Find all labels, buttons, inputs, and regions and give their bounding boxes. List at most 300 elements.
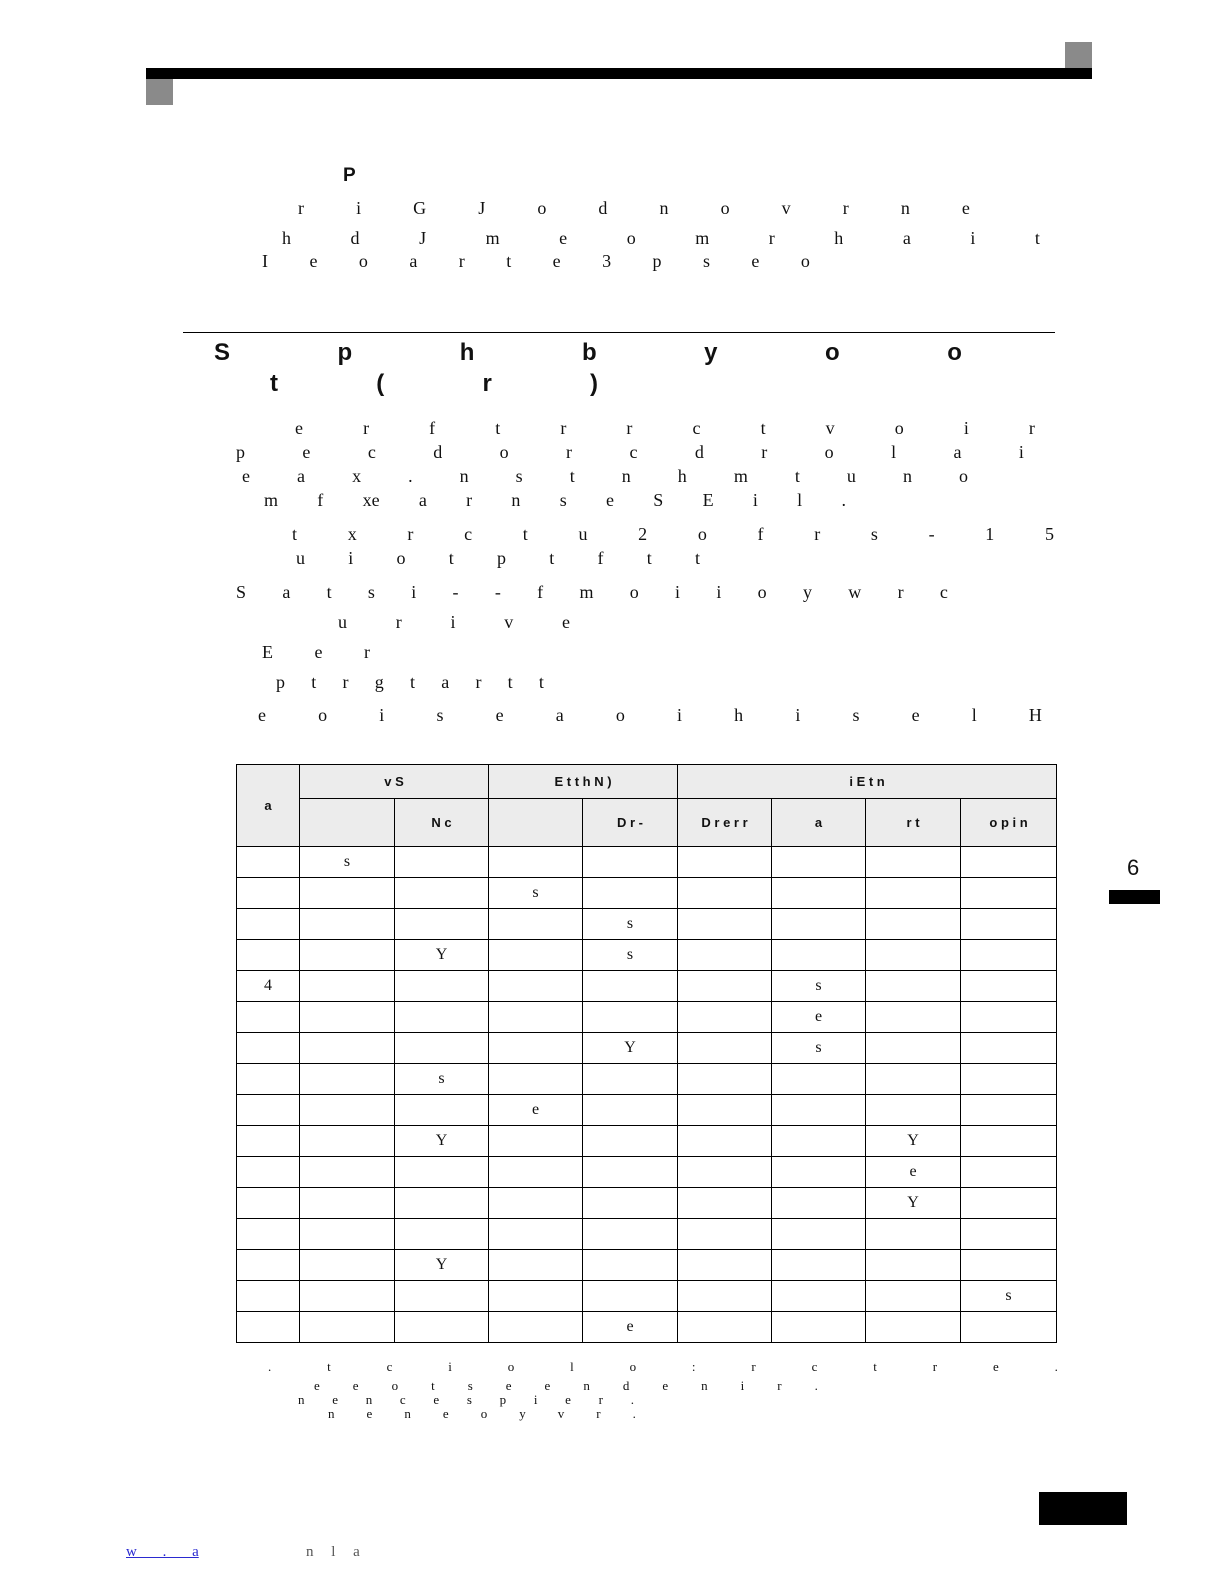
table-cell [961,1312,1057,1343]
section-rule [183,332,1055,333]
table-cell: s [583,909,678,940]
body-text: i [450,612,456,632]
body-text: xe [362,490,380,510]
table-cell [300,1312,395,1343]
body-text: e [302,442,311,462]
table-cell [583,971,678,1002]
heading-text: y [704,339,718,366]
intro-text: i [970,228,976,248]
note-text: p [499,1392,507,1407]
intro-text: 3 [602,251,612,271]
body-text: s [436,705,444,725]
table-cell [237,1188,300,1219]
table-cell [237,1002,300,1033]
body-text: y [802,582,812,602]
body-text: f [317,490,324,510]
note-text: o [480,1406,488,1421]
table-row [237,1312,1057,1343]
table-subheader: a [772,799,866,847]
table-cell [300,878,395,909]
table-row [237,909,1057,940]
note-text: i [448,1359,452,1374]
heading-text: h [459,339,475,366]
table-row [237,1064,1057,1095]
table-cell [489,1250,583,1281]
section-label: P [343,165,356,186]
footer-link[interactable]: w . a [126,1544,199,1560]
table-cell [489,1064,583,1095]
note-text: t [873,1359,877,1374]
intro-text: n [659,198,669,218]
table-cell [237,878,300,909]
intro-text: h [834,228,844,248]
table-cell [395,1312,489,1343]
table-cell [489,940,583,971]
chapter-tab-bar [1109,890,1160,904]
table-cell [678,878,772,909]
table-cell: s [489,878,583,909]
heading-text: o [947,339,962,366]
body-text: . [408,466,413,486]
body-text: n [902,466,912,486]
intro-text: o [626,228,636,248]
body-text: m [733,466,748,486]
section-heading-line-2 [270,372,598,396]
table-cell [866,847,961,878]
table-row [237,1250,1057,1281]
table-cell [300,1002,395,1033]
table-cell: e [772,1002,866,1033]
table-cell [772,940,866,971]
table-cell [678,1126,772,1157]
table-row [237,878,1057,909]
body-text: d [694,442,704,462]
note-text: i [533,1392,538,1407]
intro-text: m [485,228,500,248]
table-cell [300,1126,395,1157]
table-header-group-2: E t t h N ) [489,765,678,799]
table-cell [772,878,866,909]
note-text: t [327,1359,331,1374]
body-text: t [694,548,700,568]
table-cell [772,1157,866,1188]
body-line-5 [292,525,1054,543]
table-cell [866,1219,961,1250]
table-cell [678,940,772,971]
body-text: S [653,490,664,510]
note-text: e [565,1392,571,1407]
table-cell: 4 [237,971,300,1002]
body-text: p [496,548,506,568]
table-cell [300,1188,395,1219]
body-text: u [578,524,588,544]
body-text: e [561,612,570,632]
table-cell [583,1095,678,1126]
table-cell [961,1157,1057,1188]
note-text: e [662,1378,669,1393]
note-text: . [814,1378,818,1393]
note-text: . [1054,1359,1058,1374]
table-cell [583,1157,678,1188]
table-cell [489,1002,583,1033]
intro-text: t [1034,228,1040,248]
note-text: e [433,1392,440,1407]
data-table [236,764,1057,1343]
table-cell [772,1095,866,1126]
table-cell [489,1188,583,1219]
table-row [237,971,1057,1002]
intro-text: e [552,251,561,271]
body-text: a [555,705,564,725]
body-text: i [1018,442,1024,462]
table-cell [961,1002,1057,1033]
body-text: i [379,705,385,725]
table-note-2 [314,1379,818,1392]
body-text: a [953,442,962,462]
body-text: e [295,418,303,438]
table-cell: Y [866,1126,961,1157]
intro-text: d [598,198,608,218]
chapter-number: 6 [1127,855,1140,880]
body-text: o [697,524,707,544]
intro-text: n [900,198,910,218]
table-cell [395,1157,489,1188]
table-cell [961,1064,1057,1095]
note-text: e [992,1359,999,1374]
table-cell [866,1281,961,1312]
body-text: s [559,490,567,510]
table-cell [237,1033,300,1064]
note-text: c [399,1392,406,1407]
body-text: H [1028,705,1042,725]
table-cell [772,1126,866,1157]
body-text: s [852,705,860,725]
table-subheader: D r e r r [678,799,772,847]
body-text: r [363,418,370,438]
heading-text: b [581,339,597,366]
header-rule [146,68,1092,79]
body-text: n [511,490,521,510]
table-cell [237,1126,300,1157]
body-text: r [761,442,768,462]
table-cell: e [866,1157,961,1188]
intro-text: r [768,228,775,248]
table-cell [961,878,1057,909]
table-cell [772,1188,866,1219]
table-cell [866,1064,961,1095]
table-cell [237,847,300,878]
body-text: g [374,672,384,692]
intro-text: o [537,198,547,218]
body-text: e [314,642,323,662]
table-cell [489,971,583,1002]
table-cell: s [583,940,678,971]
body-text: l [891,442,897,462]
table-cell [300,1157,395,1188]
body-text: . [841,490,846,510]
table-cell: e [583,1312,678,1343]
note-text: . [268,1359,272,1374]
table-cell [300,1219,395,1250]
table-note-3 [298,1393,634,1406]
body-text: t [326,582,332,602]
intro-text: e [559,228,568,248]
intro-text: m [695,228,710,248]
body-text: S [236,582,247,602]
intro-text: o [358,251,368,271]
body-text: p [236,442,245,462]
page-number-box [1039,1492,1127,1525]
table-cell [678,1219,772,1250]
table-header-first: a [237,765,300,847]
body-text: t [448,548,454,568]
intro-text: o [720,198,730,218]
table-cell [866,971,961,1002]
table-cell [678,1188,772,1219]
table-cell [866,1002,961,1033]
table-cell [678,1312,772,1343]
table-cell [395,1002,489,1033]
body-text: d [433,442,443,462]
body-text: t [507,672,513,692]
table-cell [772,909,866,940]
note-text: e [332,1392,338,1407]
table-cell [583,1281,678,1312]
table-cell [395,1219,489,1250]
table-cell [489,909,583,940]
table-cell: s [395,1064,489,1095]
body-line-11 [258,706,1042,724]
intro-text: o [800,251,810,271]
body-text: r [364,642,370,662]
table-cell [237,1219,300,1250]
table-row [237,1281,1057,1312]
body-text: a [297,466,306,486]
body-text: t [569,466,575,486]
note-text: e [442,1406,449,1421]
body-text: c [629,442,638,462]
table-cell [237,1312,300,1343]
intro-text: p [652,251,662,271]
table-cell [961,1250,1057,1281]
table-cell: s [300,847,395,878]
table-cell [300,1281,395,1312]
note-text: n [365,1392,373,1407]
table-cell [300,1033,395,1064]
body-text: x [352,466,362,486]
note-text: l [570,1359,574,1374]
table-cell [395,1188,489,1219]
body-text: r [814,524,821,544]
note-text: y [519,1406,526,1421]
body-text: t [760,418,766,438]
table-cell [300,1064,395,1095]
body-text: r [626,418,633,438]
body-text: o [499,442,509,462]
table-subheader: N c [395,799,489,847]
table-cell [583,1188,678,1219]
table-row [237,1095,1057,1126]
body-text: t [409,672,415,692]
note-text: . [630,1392,634,1407]
table-cell [678,1095,772,1126]
body-text: r [1028,418,1035,438]
body-text: c [939,582,948,602]
table-cell [678,1281,772,1312]
body-text: s [515,466,523,486]
body-text: c [464,524,473,544]
body-text: 2 [638,524,648,544]
body-text: r [897,582,904,602]
table-cell [961,847,1057,878]
table-cell [583,1064,678,1095]
table-cell: e [489,1095,583,1126]
table-cell [489,1219,583,1250]
table-row [237,1126,1057,1157]
table-cell [583,847,678,878]
heading-text: o [825,339,840,366]
table-cell [678,1002,772,1033]
body-line-3 [242,467,968,485]
body-text: - [452,582,459,602]
heading-text: ) [590,370,598,397]
table-cell [395,909,489,940]
body-text: h [734,705,744,725]
table-cell [395,1033,489,1064]
table-cell [866,1095,961,1126]
body-text: u [338,612,347,632]
footer-text: n l a [306,1544,360,1560]
table-subheader: r t [866,799,961,847]
intro-text: e [751,251,760,271]
body-line-6 [296,549,700,567]
table-cell [772,1281,866,1312]
body-text: o [894,418,904,438]
table-cell [961,971,1057,1002]
intro-text: J [419,228,427,248]
intro-text: J [478,198,486,218]
body-text: c [692,418,701,438]
intro-text: e [961,198,970,218]
table-row [237,1188,1057,1219]
table-cell [772,1312,866,1343]
body-text: o [824,442,834,462]
body-line-7 [236,583,948,601]
note-text: o [507,1359,515,1374]
note-text: . [632,1406,636,1421]
intro-text: r [842,198,849,218]
intro-text: r [298,198,304,218]
table-cell [772,1250,866,1281]
table-cell [489,847,583,878]
table-note-4 [328,1407,636,1420]
note-text: r [932,1359,938,1374]
table-cell [772,1064,866,1095]
note-text: n [298,1392,305,1407]
body-text: f [597,548,604,568]
note-text: d [622,1378,630,1393]
body-text: t [538,672,544,692]
body-text: t [646,548,652,568]
table-cell: s [772,1033,866,1064]
table-cell [237,909,300,940]
body-text: v [825,418,835,438]
table-cell [772,1219,866,1250]
intro-line-1 [298,199,970,217]
note-text: i [740,1378,745,1393]
note-text: s [467,1378,473,1393]
body-text: s [367,582,375,602]
body-text: e [258,705,266,725]
body-text: a [441,672,450,692]
body-text: o [615,705,625,725]
body-text: f [757,524,764,544]
body-text: a [282,582,291,602]
table-cell [678,909,772,940]
body-text: o [318,705,328,725]
table-cell [866,909,961,940]
table-header-group-1: v S [300,765,489,799]
table-cell [489,1312,583,1343]
table-cell [489,1126,583,1157]
table-row [237,1219,1057,1250]
heading-text: p [337,339,353,366]
body-text: u [846,466,856,486]
body-text: o [396,548,406,568]
table-cell [866,878,961,909]
body-text: 5 [1044,524,1054,544]
body-text: o [629,582,639,602]
body-line-9 [262,643,370,661]
body-text: i [716,582,722,602]
table-cell [866,1033,961,1064]
body-text: o [757,582,767,602]
table-header-group-3: i E t n [678,765,1057,799]
table-cell [961,1219,1057,1250]
intro-line-3 [262,252,810,270]
table-cell [961,909,1057,940]
table-cell [395,878,489,909]
note-text: r [751,1359,756,1374]
note-text: v [557,1406,565,1421]
header-square-right [1065,42,1092,68]
body-text: l [797,490,803,510]
table-cell [866,940,961,971]
body-text: t [495,418,501,438]
note-text: n [328,1406,335,1421]
table-cell [237,1064,300,1095]
table-cell [583,1219,678,1250]
table-cell [961,1126,1057,1157]
note-text: o [391,1378,399,1393]
intro-text: e [309,251,318,271]
table-cell [395,1281,489,1312]
body-text: r [566,442,573,462]
table-cell [866,1250,961,1281]
table-cell [489,1157,583,1188]
body-text: m [264,490,279,510]
intro-text: d [350,228,360,248]
section-heading-line-1 [214,341,962,365]
heading-text: S [214,339,231,366]
table-subheader: o p i n [961,799,1057,847]
table-cell [395,1095,489,1126]
intro-text: i [356,198,362,218]
table-cell [678,1250,772,1281]
table-cell [678,1033,772,1064]
table-row [237,1002,1057,1033]
table-cell [300,940,395,971]
